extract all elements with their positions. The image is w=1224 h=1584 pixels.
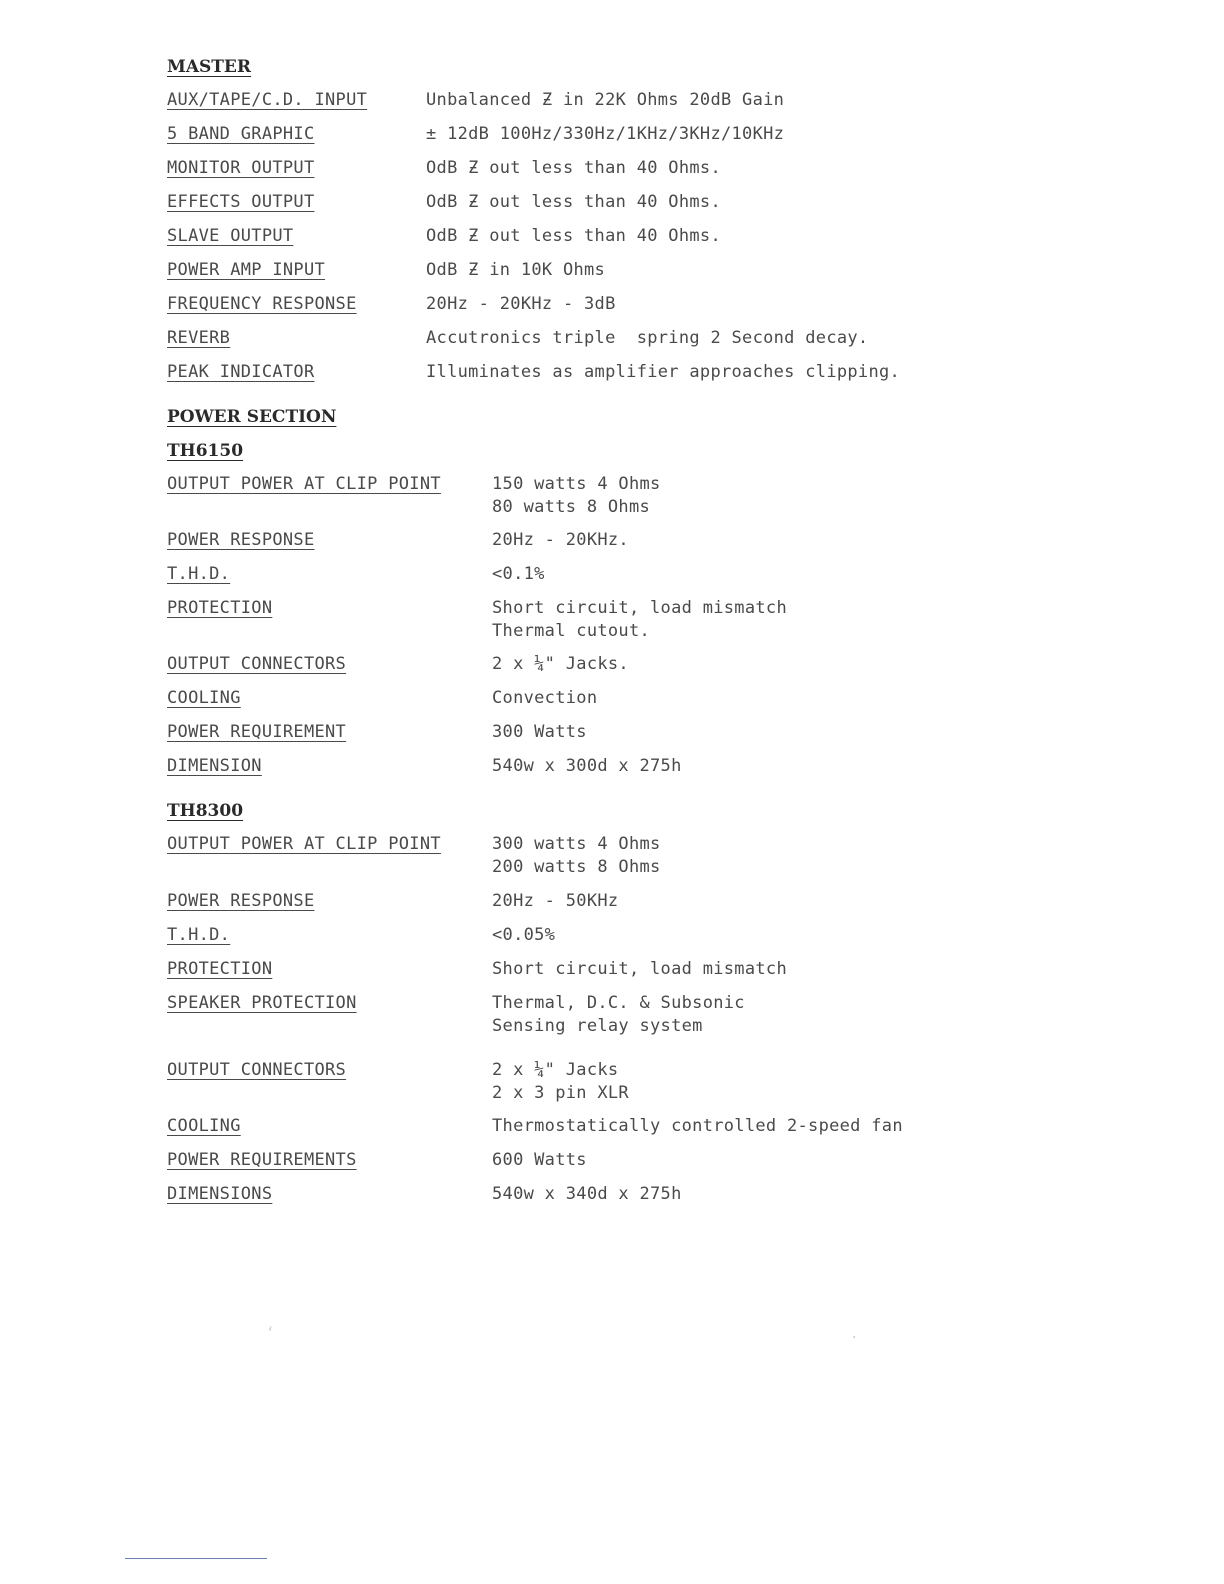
spec-label: COOLING xyxy=(167,688,241,708)
spec-label: OUTPUT CONNECTORS xyxy=(167,1060,347,1080)
spec-value: ± 12dB 100Hz/330Hz/1KHz/3KHz/10KHz xyxy=(426,124,785,144)
spec-value: 20Hz - 20KHz - 3dB xyxy=(426,294,616,314)
scan-speck: · xyxy=(850,1330,859,1346)
spec-label: OUTPUT POWER AT CLIP POINT xyxy=(167,834,441,854)
spec-value: OdB Ƶ out less than 40 Ohms. xyxy=(426,192,721,212)
spec-label: SLAVE OUTPUT xyxy=(167,226,294,246)
scan-speck: ʻ xyxy=(266,1325,275,1341)
spec-label: FREQUENCY RESPONSE xyxy=(167,294,357,314)
model-heading-th6150: TH6150 xyxy=(167,441,244,461)
spec-value: Short circuit, load mismatch Thermal cutout. xyxy=(492,598,787,641)
spec-value: 540w x 300d x 275h xyxy=(492,756,682,776)
spec-value: 600 Watts xyxy=(492,1150,587,1170)
spec-label: SPEAKER PROTECTION xyxy=(167,993,357,1013)
spec-label: POWER REQUIREMENTS xyxy=(167,1150,357,1170)
spec-value: OdB Ƶ in 10K Ohms xyxy=(426,260,606,280)
master-heading: MASTER xyxy=(167,57,252,77)
spec-value: Thermostatically controlled 2-speed fan xyxy=(492,1116,903,1136)
spec-value: 300 watts 4 Ohms 200 watts 8 Ohms xyxy=(492,834,661,877)
spec-label: PROTECTION xyxy=(167,598,273,618)
spec-value: OdB Ƶ out less than 40 Ohms. xyxy=(426,226,721,246)
spec-value: Short circuit, load mismatch xyxy=(492,959,787,979)
spec-label: PEAK INDICATOR xyxy=(167,362,315,382)
spec-label: POWER AMP INPUT xyxy=(167,260,326,280)
spec-value: 2 x ¼" Jacks 2 x 3 pin XLR xyxy=(492,1060,629,1103)
spec-label: T.H.D. xyxy=(167,564,231,584)
spec-label: PROTECTION xyxy=(167,959,273,979)
spec-label: REVERB xyxy=(167,328,231,348)
spec-label: COOLING xyxy=(167,1116,241,1136)
spec-label: OUTPUT CONNECTORS xyxy=(167,654,347,674)
spec-value: 2 x ¼" Jacks. xyxy=(492,654,629,674)
spec-value: <0.05% xyxy=(492,925,556,945)
spec-value: <0.1% xyxy=(492,564,545,584)
spec-label: POWER RESPONSE xyxy=(167,891,315,911)
spec-label: 5 BAND GRAPHIC xyxy=(167,124,315,144)
spec-value: 300 Watts xyxy=(492,722,587,742)
spec-value: Accutronics triple spring 2 Second decay. xyxy=(426,328,869,348)
spec-label: OUTPUT POWER AT CLIP POINT xyxy=(167,474,441,494)
spec-label: DIMENSION xyxy=(167,756,262,776)
spec-value: 540w x 340d x 275h xyxy=(492,1184,682,1204)
spec-value: Convection xyxy=(492,688,598,708)
spec-value: Thermal, D.C. & Subsonic Sensing relay system xyxy=(492,993,745,1036)
spec-label: DIMENSIONS xyxy=(167,1184,273,1204)
spec-label: T.H.D. xyxy=(167,925,231,945)
spec-value: Unbalanced Ƶ in 22K Ohms 20dB Gain xyxy=(426,90,785,110)
spec-value: 20Hz - 50KHz xyxy=(492,891,619,911)
spec-label: EFFECTS OUTPUT xyxy=(167,192,315,212)
footer-rule xyxy=(125,1558,267,1559)
model-heading-th8300: TH8300 xyxy=(167,801,244,821)
spec-value: OdB Ƶ out less than 40 Ohms. xyxy=(426,158,721,178)
spec-label: MONITOR OUTPUT xyxy=(167,158,315,178)
spec-value: 20Hz - 20KHz. xyxy=(492,530,629,550)
power-section-heading: POWER SECTION xyxy=(167,407,337,427)
spec-label: POWER RESPONSE xyxy=(167,530,315,550)
spec-value: 150 watts 4 Ohms 80 watts 8 Ohms xyxy=(492,474,661,517)
spec-label: AUX/TAPE/C.D. INPUT xyxy=(167,90,368,110)
spec-value: Illuminates as amplifier approaches clipping. xyxy=(426,362,901,382)
spec-label: POWER REQUIREMENT xyxy=(167,722,347,742)
